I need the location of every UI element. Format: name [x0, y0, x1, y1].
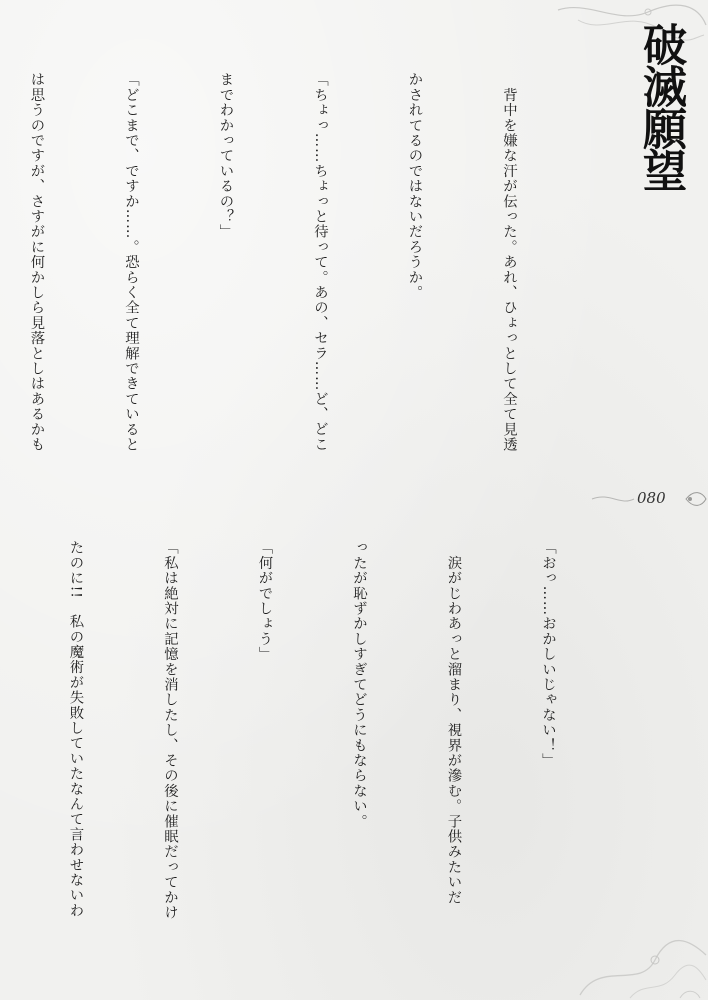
text-line: 「私は絶対に記憶を消したし、その後に催眠だってかけ [162, 540, 178, 920]
text-line: 涙がじわあっと溜まり、視界が滲む。子供みたいだ [445, 540, 462, 905]
text-line: 「何がでしょう」 [256, 540, 273, 662]
page-title: 破滅願望 [635, 22, 686, 190]
text-line: 背中を嫌な汗が伝った。あれ、ひょっとして全て見透 [501, 72, 517, 452]
lower-text-block [67, 540, 626, 952]
text-line: 「おっ……おかしいじゃない！」 [540, 540, 556, 768]
text-line: ったが恥ずかしすぎてどうにもならない。 [351, 540, 367, 829]
text-line: かされてるのではないだろうか。 [406, 72, 423, 300]
page-number: 080 [637, 489, 666, 507]
upper-text-block [28, 72, 587, 472]
text-line: までわかっているの？」 [217, 72, 234, 240]
text-line: は思うのですが、さすがに何かしら見落としはあるかも [28, 72, 45, 452]
text-line: 「ちょっ……ちょっと待って。あの、セラ……ど、どこ [312, 72, 328, 452]
text-line: たのに!! 私の魔術が失敗していたなんて言わせないわ [67, 540, 84, 918]
text-line: 「どこまで、ですか……。恐らく全て理解できていると [123, 72, 139, 452]
